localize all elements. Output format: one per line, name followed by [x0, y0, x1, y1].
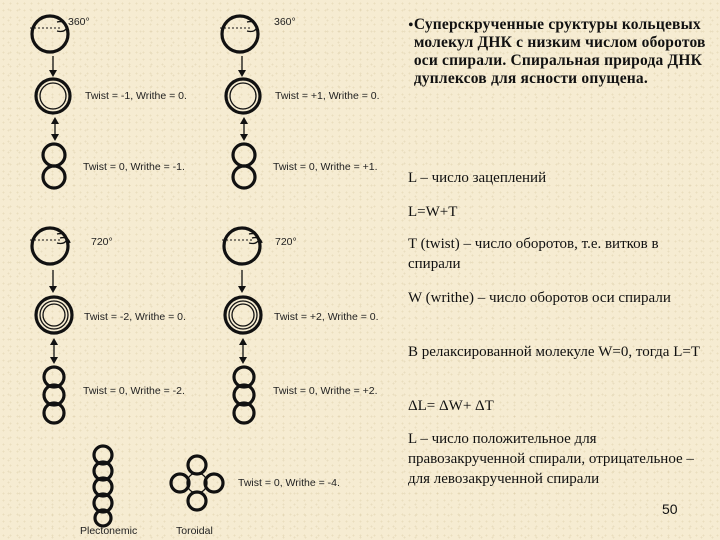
twist-writhe-label: Twist = +2, Writhe = 0. — [274, 311, 379, 323]
plectonemic-label: Plectonemic — [80, 525, 138, 537]
relaxed-molecule-note: В релаксированной молекуле W=0, тогда L=T — [408, 344, 700, 360]
down-arrow — [238, 270, 246, 293]
twisted-ring-left-1 — [36, 79, 70, 113]
twist-writhe-label: Twist = -1, Writhe = 0. — [85, 90, 187, 102]
figure-three-loop-right — [234, 367, 254, 423]
twist-writhe-label: Twist = -2, Writhe = 0. — [84, 311, 186, 323]
angle-label-360-left: 360° — [68, 16, 90, 28]
angle-label-360-right: 360° — [274, 16, 296, 28]
relaxed-ring-720-left — [30, 228, 70, 264]
twist-writhe-label: Twist = +1, Writhe = 0. — [275, 90, 380, 102]
down-arrow — [49, 56, 57, 77]
twist-writhe-label: Twist = 0, Writhe = -4. — [238, 477, 340, 489]
angle-label-720-left: 720° — [91, 236, 113, 248]
text-panel — [408, 16, 708, 487]
toroidal-label: Toroidal — [176, 525, 213, 537]
twisted-ring-left-2 — [36, 297, 72, 333]
figure-three-loop-left — [44, 367, 64, 423]
twisted-ring-right-1 — [226, 79, 260, 113]
definition-twist: T (twist) – число оборотов, т.е. витков в спирали — [408, 236, 659, 272]
page-number: 50 — [662, 501, 678, 517]
twist-writhe-label: Twist = 0, Writhe = -2. — [83, 385, 185, 397]
definition-writhe: W (writhe) – число оборотов оси спирали — [408, 290, 671, 306]
plectonemic-structure — [94, 446, 112, 526]
twist-writhe-label: Twist = 0, Writhe = +1. — [273, 161, 378, 173]
relaxed-ring-360-left — [30, 16, 68, 52]
bullet-marker: • — [408, 17, 414, 34]
twist-writhe-label: Twist = 0, Writhe = +2. — [273, 385, 378, 397]
angle-label-720-right: 720° — [275, 236, 297, 248]
double-arrow — [239, 338, 247, 364]
formula-lwt: L=W+T — [408, 204, 458, 220]
definition-linking-number: L – число зацеплений — [408, 170, 547, 186]
figure-caption: Суперскрученные сруктуры кольцевых молекул ДНК с низким числом оборотов оси спирали. Спиральная природа ДНК дуплексов для ясности опущена. — [413, 16, 706, 87]
relaxed-ring-360-right — [220, 16, 258, 52]
down-arrow — [238, 56, 246, 77]
relaxed-ring-720-right — [222, 228, 262, 264]
toroidal-structure — [171, 456, 223, 510]
figure-eight-left-1 — [43, 144, 65, 188]
down-arrow — [49, 270, 57, 293]
twisted-ring-right-2 — [225, 297, 261, 333]
double-arrow — [50, 338, 58, 364]
figure-eight-right-1 — [233, 144, 255, 188]
twist-writhe-label: Twist = 0, Writhe = -1. — [83, 161, 185, 173]
bullet-item — [408, 16, 708, 88]
sign-convention-note: L – число положительное для правозакрученной спирали, отрицательное – для левозакрученной спирали — [408, 431, 694, 487]
double-arrow — [51, 117, 59, 141]
double-arrow — [240, 117, 248, 141]
formula-delta: ΔL= ΔW+ ΔT — [408, 398, 494, 414]
